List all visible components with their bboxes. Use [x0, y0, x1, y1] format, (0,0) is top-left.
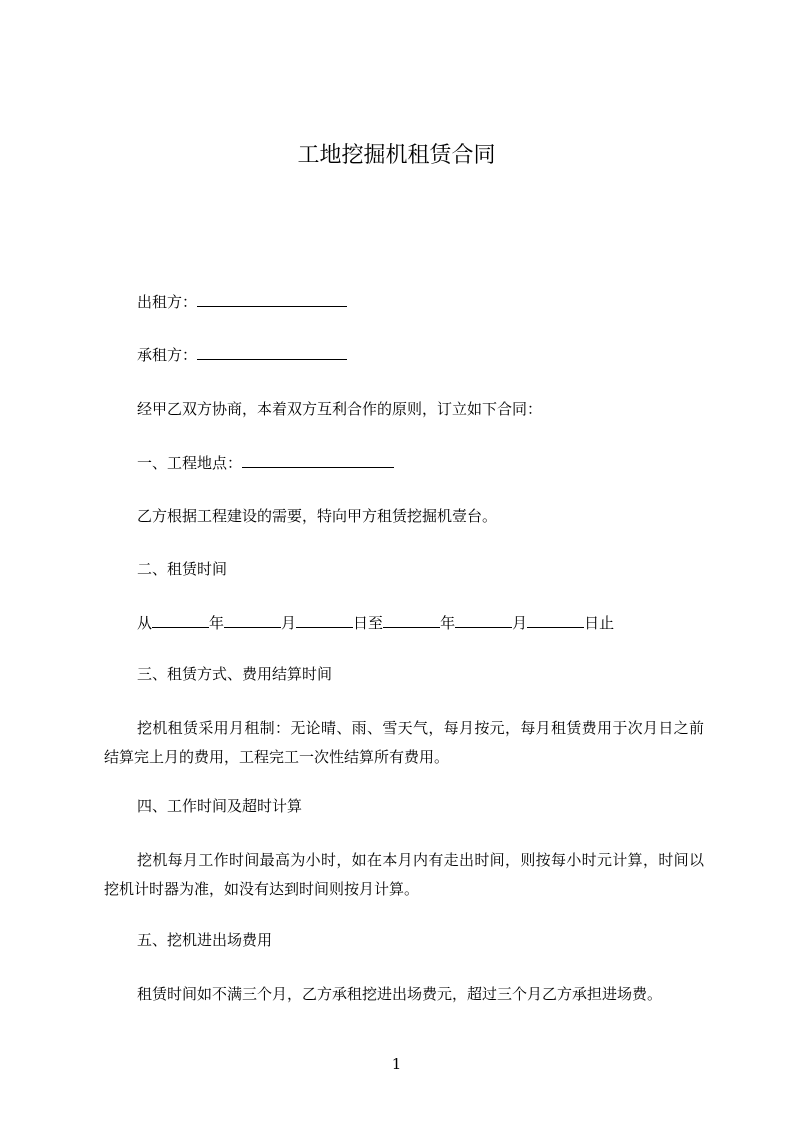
- section2-heading: 二、租赁时间: [137, 560, 228, 578]
- location-blank[interactable]: [242, 451, 394, 468]
- section3-heading: 三、租赁方式、费用结算时间: [137, 665, 333, 683]
- start-month-blank[interactable]: [224, 611, 281, 628]
- lessee-blank[interactable]: [197, 343, 347, 360]
- section1-line: [137, 451, 394, 474]
- day-end-label: 日止: [584, 614, 615, 632]
- lessor-line: [137, 290, 347, 313]
- lessor-label: 出租方：: [137, 293, 198, 311]
- end-year-blank[interactable]: [383, 611, 440, 628]
- lease-period-line: [137, 611, 614, 634]
- month-label: 月: [512, 614, 528, 632]
- year-label: 年: [440, 614, 456, 632]
- day-to-label: 日至: [353, 614, 384, 632]
- lessor-blank[interactable]: [197, 290, 347, 307]
- start-year-blank[interactable]: [152, 611, 209, 628]
- section4-heading: 四、工作时间及超时计算: [137, 797, 303, 815]
- section5-heading: 五、挖机进出场费用: [137, 931, 273, 949]
- from-label: 从: [137, 614, 153, 632]
- intro-text: 经甲乙双方协商，本着双方互利合作的原则，订立如下合同：: [137, 400, 543, 418]
- year-label: 年: [209, 614, 225, 632]
- section1-heading: 一、工程地点：: [137, 454, 243, 472]
- section1-text: 乙方根据工程建设的需要，特向甲方租赁挖掘机壹台。: [137, 507, 498, 525]
- section3-text: 挖机租赁采用月租制：无论晴、雨、雪天气，每月按元，每月租赁费用于次月日之前结算完上月的费用，工程完工一次性结算所有费用。: [104, 719, 704, 766]
- page-number: 1: [391, 1055, 402, 1073]
- section4-text: 挖机每月工作时间最高为小时，如在本月内有走出时间，则按每小时元计算，时间以挖机计时器为准，如没有达到时间则按月计算。: [104, 851, 704, 898]
- lessee-line: [137, 343, 347, 366]
- end-day-blank[interactable]: [527, 611, 584, 628]
- start-day-blank[interactable]: [296, 611, 353, 628]
- end-month-blank[interactable]: [455, 611, 512, 628]
- section5-text: 租赁时间如不满三个月，乙方承租挖进出场费元，超过三个月乙方承担进场费。: [137, 985, 663, 1003]
- document-title: 工地挖掘机租赁合同: [297, 143, 496, 168]
- month-label: 月: [281, 614, 297, 632]
- lessee-label: 承租方：: [137, 346, 198, 364]
